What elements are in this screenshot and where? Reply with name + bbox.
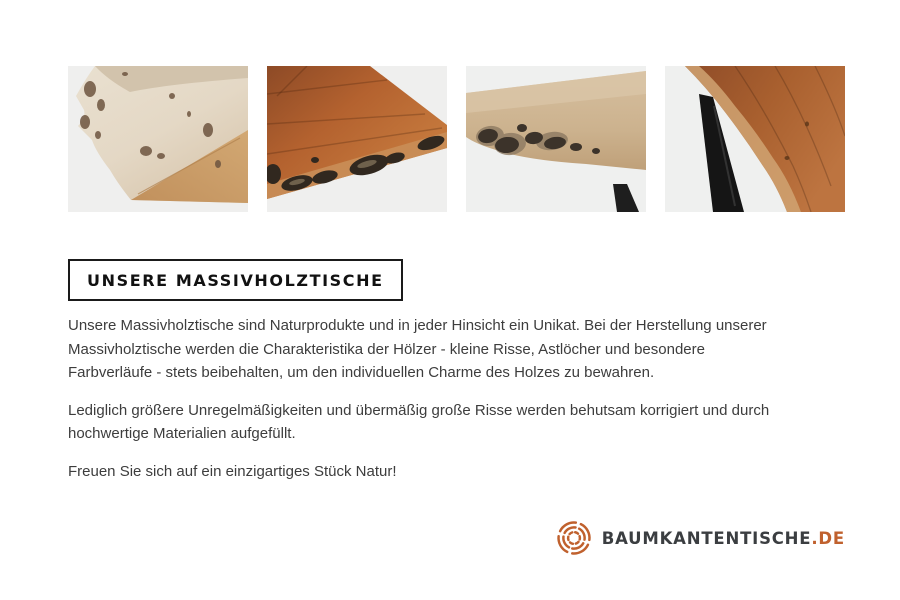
brand-wordmark — [602, 529, 845, 548]
paragraph-closing: Freuen Sie sich auf ein einzigartiges Stück Natur! — [68, 462, 397, 480]
gallery-image-3 — [466, 66, 646, 212]
wood-photo-light-slab-corner-icon — [68, 66, 248, 212]
tree-rings-icon — [555, 519, 593, 557]
wood-photo-edge-metal-leg-icon — [665, 66, 845, 212]
section-heading: UNSERE MASSIVHOLZTISCHE — [68, 259, 403, 301]
wood-photo-edge-knots-leg-icon — [466, 66, 646, 212]
wood-photo-live-edge-top-icon — [267, 66, 447, 212]
gallery-image-2 — [267, 66, 447, 212]
brand-name: BAUMKANTENTISCHE — [601, 528, 812, 548]
gallery-image-1 — [68, 66, 248, 212]
paragraph-corrections: Lediglich größere Unregelmäßigkeiten und übermäßig große Risse werden behutsam korrigiert und durch hochwertige Materialien aufgefüllt. — [68, 401, 770, 442]
product-image-strip — [68, 66, 845, 212]
brand-logo — [555, 519, 845, 557]
section-copy — [68, 314, 780, 497]
paragraph-intro: Unsere Massivholztische sind Naturprodukte und in jeder Hinsicht ein Unikat. Bei der Herstellung unserer Massivholztische werden die Charakteristika der Hölzer - kleine Risse, Astlöcher und besondere Farbverläufe - stets beibehalten, um den individuellen Charme des Holzes zu bewahren. — [68, 317, 767, 381]
gallery-image-4 — [665, 66, 845, 212]
brand-tld: .DE — [811, 528, 845, 548]
